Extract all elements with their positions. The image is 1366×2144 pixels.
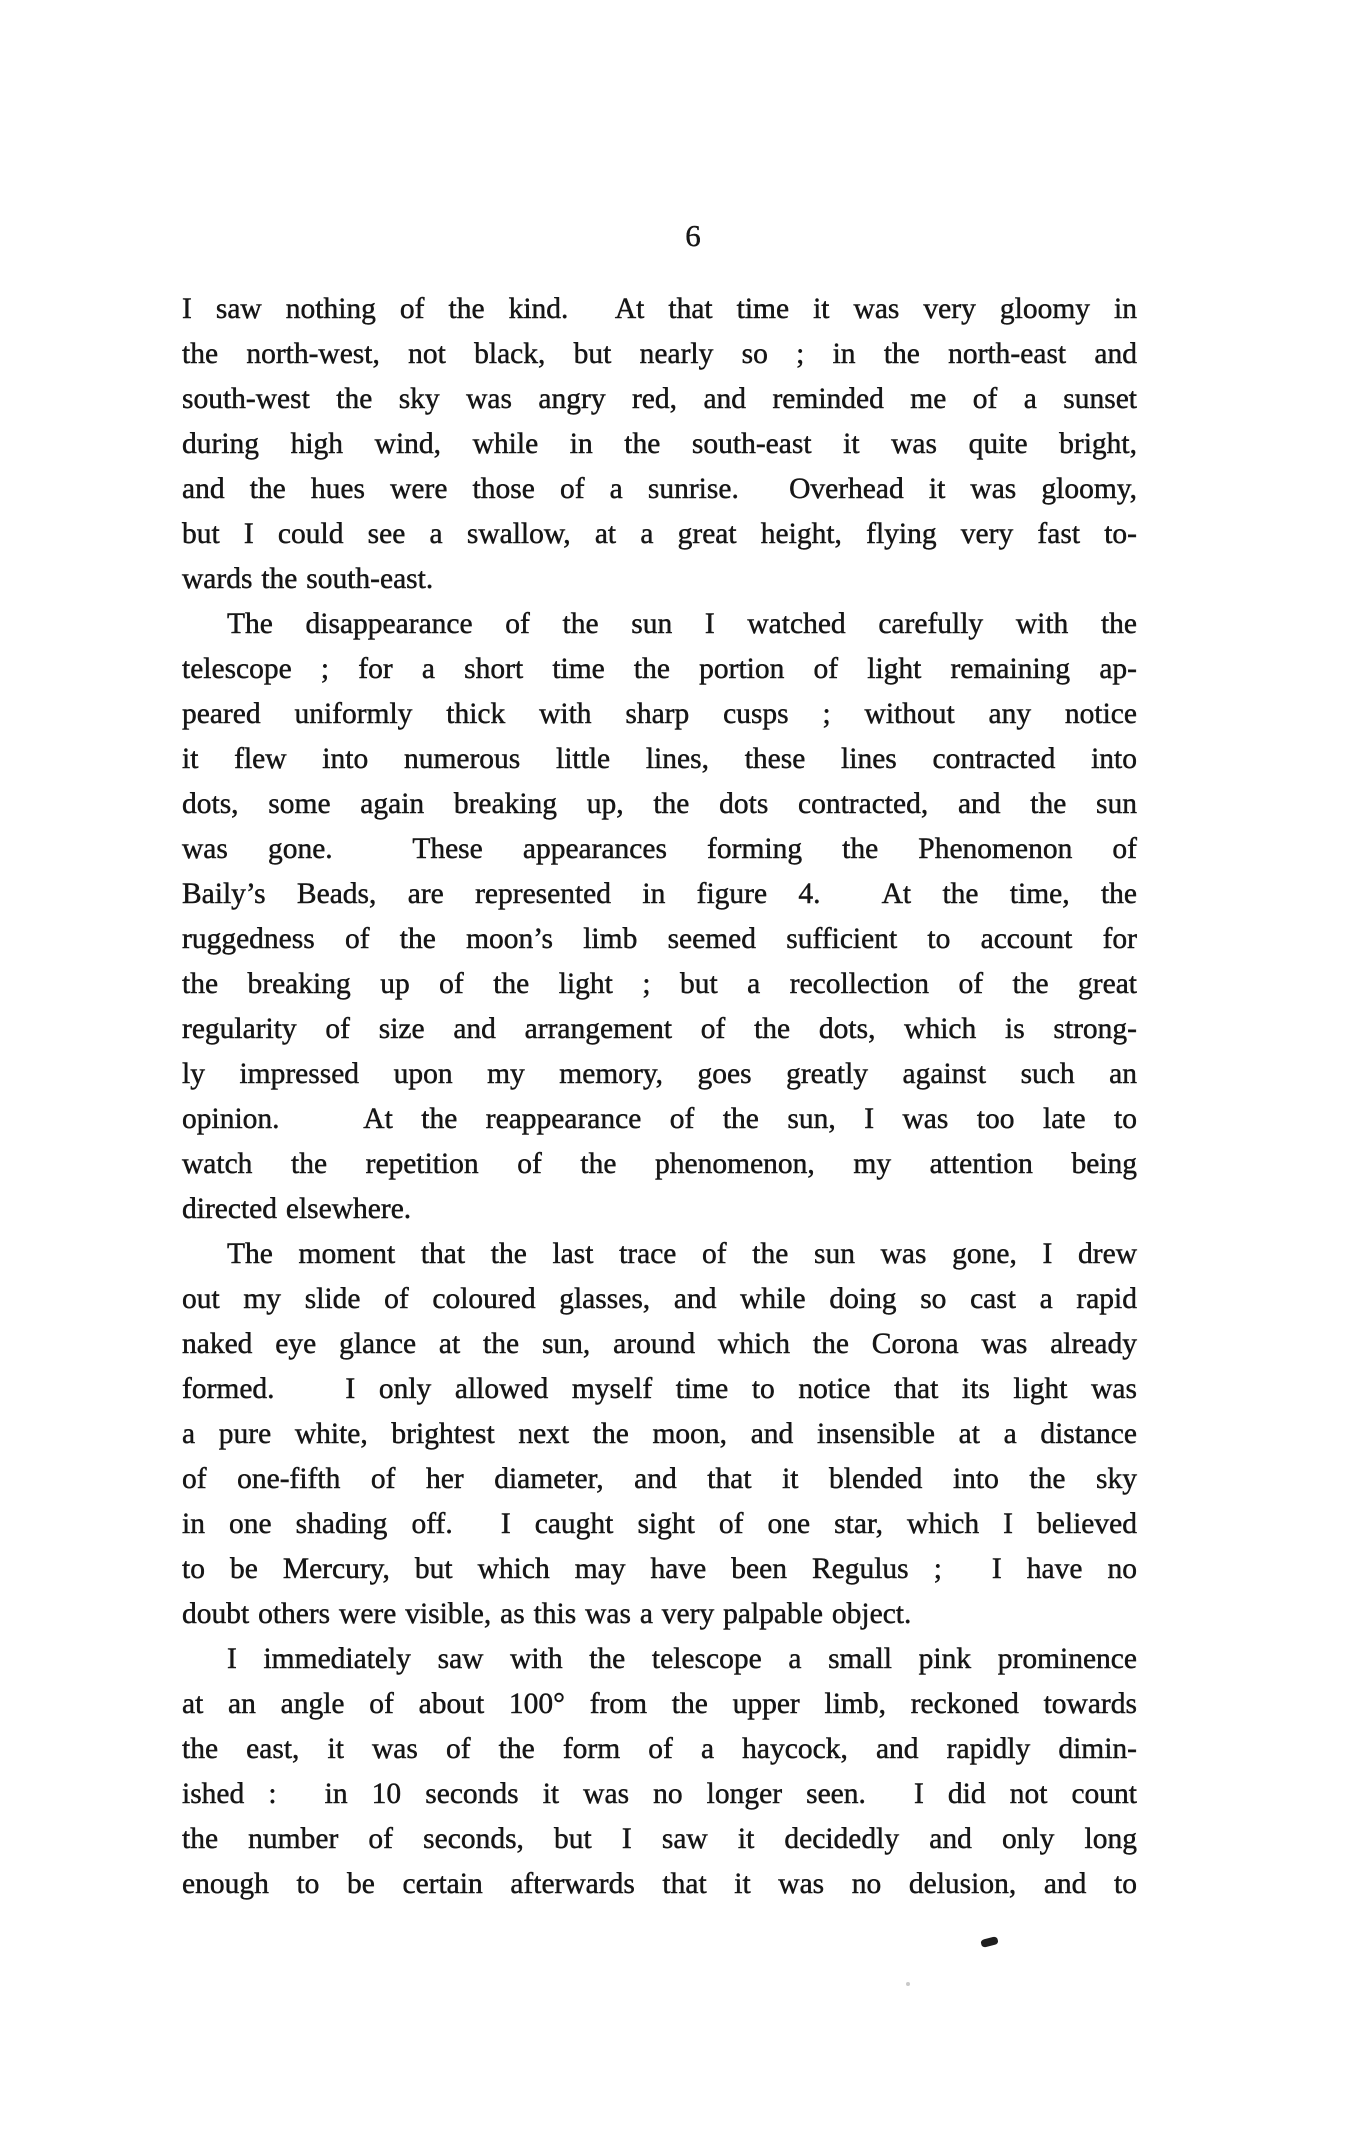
- text-line: regularity of size and arrangement of the dots, which is strong-: [182, 1013, 1137, 1045]
- text-line: watch the repetition of the phenomenon, my attention being: [182, 1148, 1137, 1180]
- text-line: ly impressed upon my memory, goes greatly against such an: [182, 1058, 1137, 1090]
- text-line: The moment that the last trace of the sun was gone, I drew: [227, 1238, 1137, 1270]
- text-line: formed. I only allowed myself time to notice that its light was: [182, 1373, 1137, 1405]
- text-line: The disappearance of the sun I watched carefully with the: [227, 608, 1137, 640]
- text-line: it flew into numerous little lines, these lines contracted into: [182, 743, 1137, 775]
- ink-speck: [906, 1982, 910, 1986]
- text-line: opinion. At the reappearance of the sun, I was too late to: [182, 1103, 1137, 1135]
- text-line: doubt others were visible, as this was a very palpable object.: [182, 1598, 912, 1630]
- ink-smudge: [980, 1936, 998, 1948]
- text-line: a pure white, brightest next the moon, and insensible at a distance: [182, 1418, 1137, 1450]
- text-line: in one shading off. I caught sight of one star, which I believed: [182, 1508, 1137, 1540]
- text-line: ished : in 10 seconds it was no longer seen. I did not count: [182, 1778, 1137, 1810]
- page-number: 6: [685, 218, 701, 253]
- text-line: and the hues were those of a sunrise. Overhead it was gloomy,: [182, 473, 1137, 505]
- text-line: I saw nothing of the kind. At that time it was very gloomy in: [182, 293, 1137, 325]
- text-line: out my slide of coloured glasses, and while doing so cast a rapid: [182, 1283, 1137, 1315]
- text-line: the north-west, not black, but nearly so ; in the north-east and: [182, 338, 1137, 370]
- text-line: to be Mercury, but which may have been Regulus ; I have no: [182, 1553, 1137, 1585]
- text-line: ruggedness of the moon’s limb seemed sufficient to account for: [182, 923, 1137, 955]
- text-line: the breaking up of the light ; but a recollection of the great: [182, 968, 1137, 1000]
- text-line: was gone. These appearances forming the Phenomenon of: [182, 833, 1137, 865]
- text-block: [182, 287, 1137, 1907]
- text-line: peared uniformly thick with sharp cusps ; without any notice: [182, 698, 1137, 730]
- text-line: the east, it was of the form of a haycock, and rapidly dimin-: [182, 1733, 1137, 1765]
- text-line: during high wind, while in the south-east it was quite bright,: [182, 428, 1137, 460]
- text-line: enough to be certain afterwards that it was no delusion, and to: [182, 1868, 1137, 1900]
- text-line: the number of seconds, but I saw it decidedly and only long: [182, 1823, 1137, 1855]
- text-line: directed elsewhere.: [182, 1193, 412, 1225]
- text-line: I immediately saw with the telescope a small pink prominence: [227, 1643, 1137, 1675]
- text-line: Baily’s Beads, are represented in figure 4. At the time, the: [182, 878, 1137, 910]
- text-line: naked eye glance at the sun, around which the Corona was already: [182, 1328, 1137, 1360]
- text-line: dots, some again breaking up, the dots contracted, and the sun: [182, 788, 1137, 820]
- text-line: telescope ; for a short time the portion of light remaining ap-: [182, 653, 1137, 685]
- text-line: but I could see a swallow, at a great height, flying very fast to-: [182, 518, 1137, 550]
- text-line: wards the south-east.: [182, 563, 434, 595]
- text-line: of one-fifth of her diameter, and that it blended into the sky: [182, 1463, 1137, 1495]
- text-line: at an angle of about 100° from the upper limb, reckoned towards: [182, 1688, 1137, 1720]
- text-line: south-west the sky was angry red, and reminded me of a sunset: [182, 383, 1137, 415]
